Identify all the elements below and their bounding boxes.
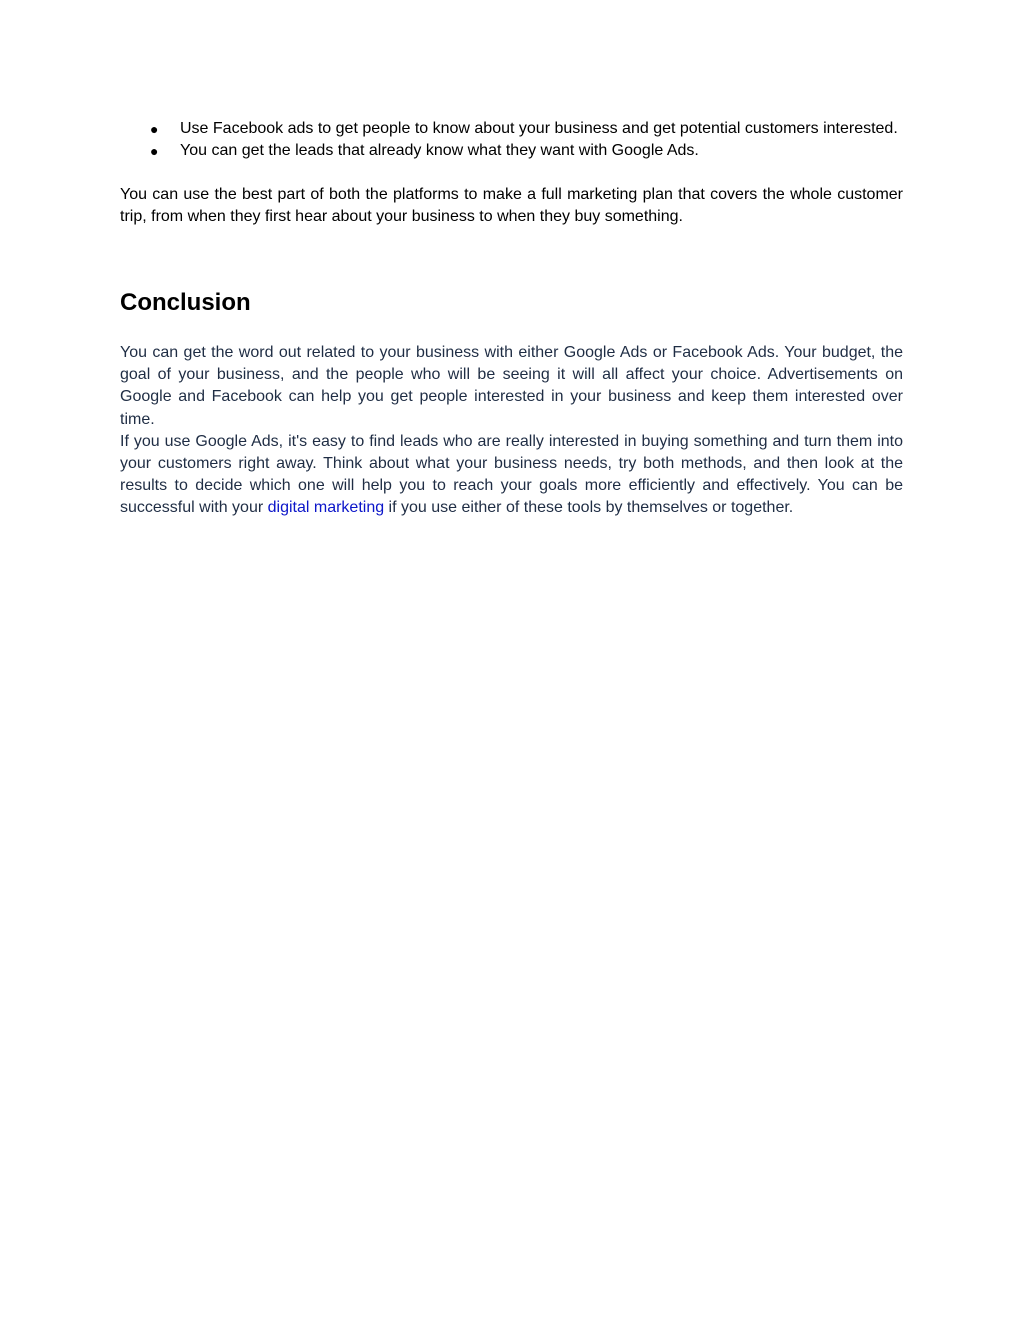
list-item [120,118,903,140]
conclusion-paragraph-2 [120,431,903,520]
bullet-list [120,118,903,162]
conclusion-body [120,342,903,520]
paragraph-text-after-link: if you use either of these tools by themselves or together. [384,499,794,517]
bullet-icon: ● [150,143,159,159]
document-page [120,118,903,520]
conclusion-paragraph-1: You can get the word out related to your business with either Google Ads or Facebook Ads. Your budget, the goal of your business, and the people who will be seeing it will all affect your choice. Advertisements on Google and Facebook can help you get people interested in your business and keep them interested over time. [120,344,903,428]
list-item [120,140,903,162]
digital-marketing-link[interactable]: digital marketing [267,499,385,517]
bullet-text: Use Facebook ads to get people to know about your business and get potential customers interested. [180,120,898,137]
bullet-text: You can get the leads that already know what they want with Google Ads. [180,142,699,159]
paragraph-text-before-link: If you use Google Ads, it's easy to find leads who are really interested in buying something and turn them into your customers right away. Think about what your business needs, try both methods, and then look at the results to decide which one will help you to reach your goals more efficiently and effectively. You can be successful with your [120,432,903,517]
intro-paragraph: You can use the best part of both the platforms to make a full marketing plan that covers the whole customer trip, from when they first hear about your business to when they buy something. [120,186,903,225]
bullet-icon: ● [150,121,159,137]
section-heading: Conclusion [120,289,251,316]
